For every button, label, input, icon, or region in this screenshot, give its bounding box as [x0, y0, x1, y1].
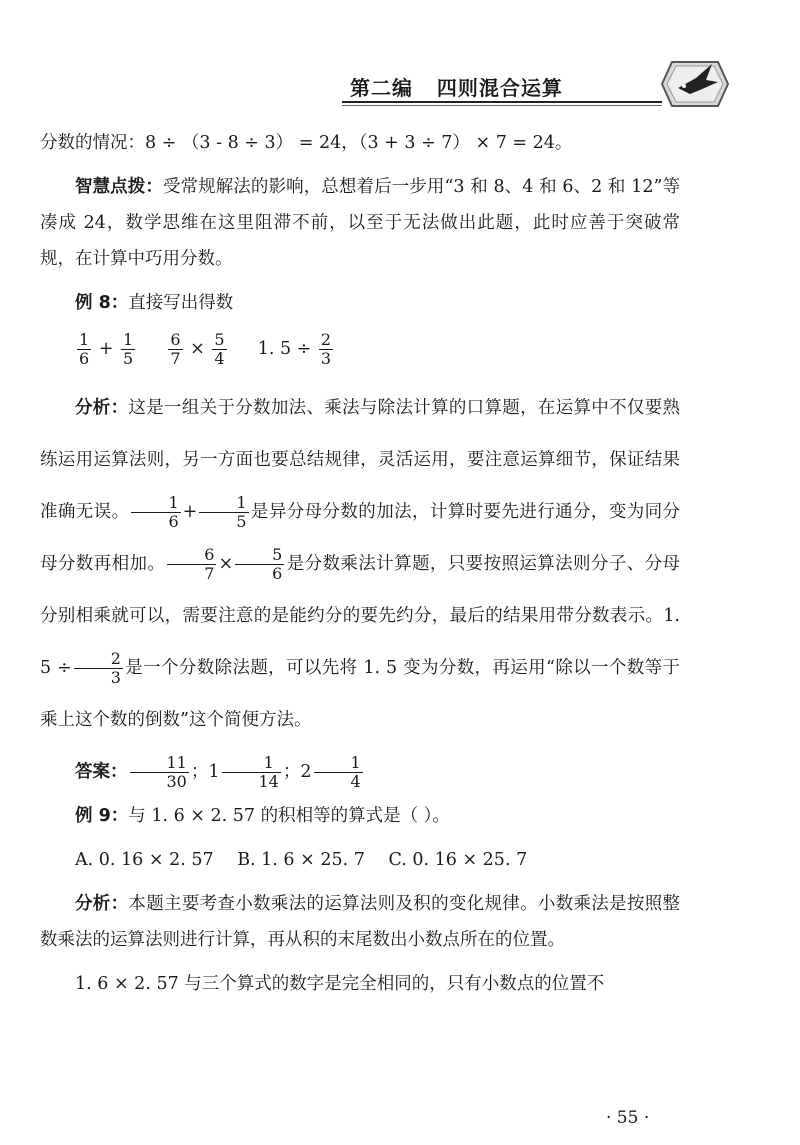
option-c: C. 0. 16 × 25. 7	[388, 850, 528, 871]
analysis-2-text: 本题主要考查小数乘法的运算法则及积的变化规律。小数乘法是按照整数乘法的运算法则进行计算，再从积的末尾数出小数点所在的位置。	[40, 894, 681, 951]
page-content	[40, 125, 680, 1010]
fraction: $\frac{5}{6}$	[235, 546, 284, 582]
fraction: $\frac{1}{14}$	[222, 754, 281, 790]
fraction: $\frac{2}{3}$	[74, 650, 123, 686]
fraction: $\frac{5}{4}$	[214, 330, 225, 368]
page-header	[0, 0, 800, 110]
insight-label: 智慧点拨：	[75, 177, 163, 197]
header-rule-thin	[342, 105, 662, 106]
example-9-heading	[40, 798, 680, 834]
insight-text: 受常规解法的影响，总想着后一步用“3 和 8、4 和 6、2 和 12”等凑成 24，数学思维在这里阻滞不前，以至于无法做出此题，此时应善于突破常规，在计算中巧用分数。	[40, 177, 680, 269]
option-b: B. 1. 6 × 25. 7	[237, 850, 365, 871]
analysis-prefix-d: 1. 5 ÷	[40, 605, 680, 678]
example-8-text: 直接写出得数	[128, 293, 234, 313]
fraction: $\frac{11}{30}$	[130, 754, 189, 790]
operator: +	[182, 501, 198, 522]
option-a: A. 0. 16 × 2. 57	[75, 850, 214, 871]
fraction: $\frac{6}{7}$	[167, 546, 216, 582]
example-8-heading	[40, 285, 680, 321]
page-number: · 55 ·	[606, 1108, 650, 1128]
example-8-expressions	[75, 331, 680, 368]
example-9-text: 与 1. 6 × 2. 57 的积相等的算式是（ ）。	[128, 806, 450, 827]
expression-prefix: 1. 5 ÷	[257, 339, 312, 359]
analysis-text-a: 这是一组关于分数加法、乘法与除法计算的口算题，在运算中不仅要熟练运用运算法则，另一方面也要总结规律，灵活运用，要注意运算细节，保证结果准确无误。	[40, 397, 681, 522]
hexagon-bird-logo-icon	[660, 44, 730, 114]
chapter-title: 第二编 四则混合运算	[350, 76, 563, 100]
mixed-whole: 1	[208, 761, 220, 782]
paragraph-analysis	[40, 382, 680, 746]
analysis-text-d: 是一个分数除法题，可以先将 1. 5 变为分数，再运用“除以一个数等于乘上这个数的倒数”这个简便方法。	[40, 657, 680, 730]
paragraph-analysis-2	[40, 886, 680, 958]
example-9-label: 例 9：	[75, 806, 129, 827]
answer-line: 答案： $\frac{11}{30}$ ；1 $\frac{1}{14}$ ；2 $\frac{1}{4}$	[75, 753, 361, 791]
answer-label: 答案：	[75, 761, 128, 782]
fraction: $\frac{1}{5}$	[123, 330, 134, 368]
mixed-whole: 2	[300, 761, 312, 782]
analysis-2-label: 分析：	[75, 894, 129, 915]
fraction: $\frac{2}{3}$	[320, 330, 332, 368]
analysis-label: 分析：	[75, 397, 129, 418]
analysis-text-b: 是异分母分数的加法，计算时要先进行通分，变为同分母分数再相加。	[40, 501, 681, 574]
example-9-options	[40, 842, 680, 878]
fraction: $\frac{6}{7}$	[170, 330, 181, 368]
operator: ×	[218, 553, 234, 574]
paragraph-fraction-cases: 分数的情况：8 ÷ （3 - 8 ÷ 3） = 24，（3 + 3 ÷ 7） × 7 = 24。	[40, 133, 573, 153]
header-rule	[342, 101, 662, 103]
fraction: $\frac{1}{6}$	[131, 494, 180, 530]
paragraph-insight	[40, 169, 680, 277]
operator: +	[98, 339, 114, 359]
paragraph-last-line: 1. 6 × 2. 57 与三个算式的数字是完全相同的，只有小数点的位置不	[75, 974, 605, 995]
analysis-text-c: 是分数乘法计算题，只要按照运算法则分子、分母分别相乘就可以，需要注意的是能约分的要先约分，最后的结果用带分数表示。	[40, 553, 680, 626]
fraction: $\frac{1}{6}$	[79, 330, 90, 368]
fraction: $\frac{1}{5}$	[199, 494, 248, 530]
example-8-label: 例 8：	[75, 293, 129, 313]
fraction: $\frac{1}{4}$	[314, 754, 363, 790]
operator: ×	[190, 339, 205, 359]
